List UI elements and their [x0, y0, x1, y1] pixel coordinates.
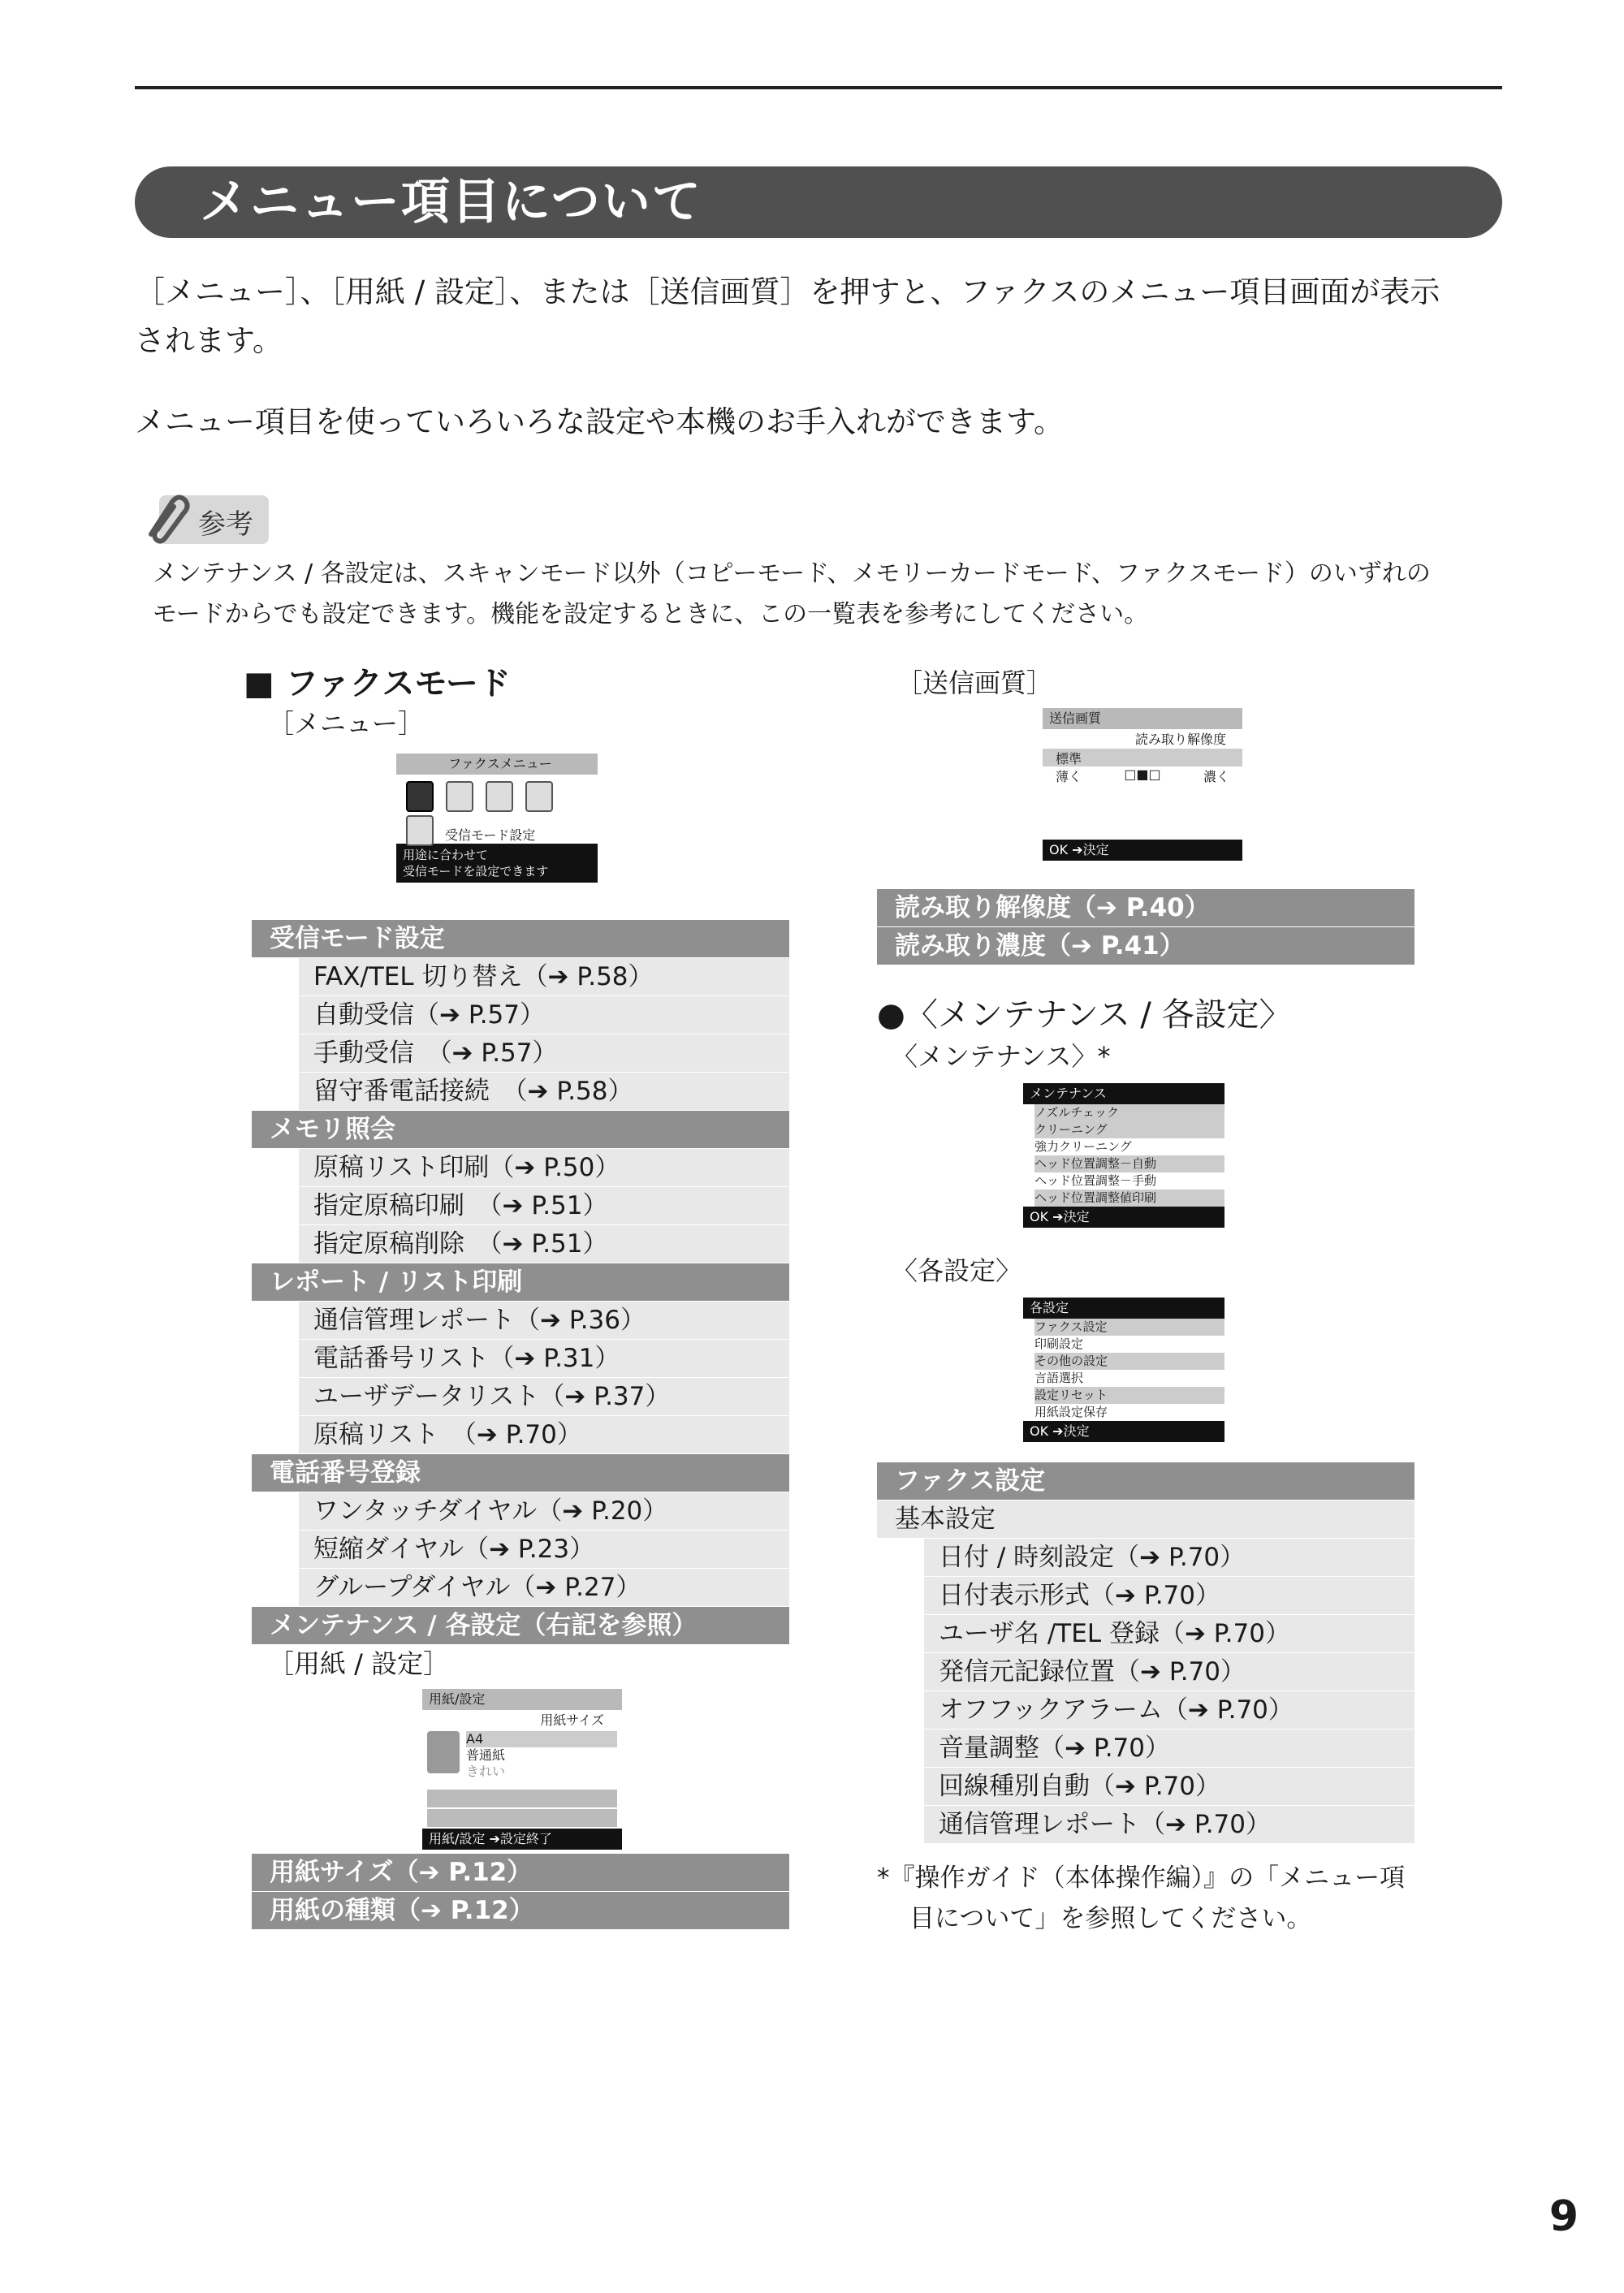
density-row-item: 読み取り濃度（➔ P.41） [877, 927, 1415, 965]
fax-menu-table [252, 920, 789, 1645]
printer-icon [427, 1731, 460, 1773]
quality-screen-value: 標準 [1043, 749, 1242, 766]
quality-screen-footer: OK ➔決定 [1043, 840, 1242, 861]
settings-label: 〈各設定〉 [892, 1255, 1022, 1286]
menu-item: 原稿リスト （➔ P.70） [299, 1416, 789, 1454]
group-header: 電話番号登録 [252, 1454, 789, 1492]
fax-menu-screen [396, 754, 598, 896]
menu-item: 発信元記録位置（➔ P.70） [924, 1653, 1415, 1691]
menu-item: 自動受信（➔ P.57） [299, 996, 789, 1034]
paper-quality-value: きれい [466, 1764, 506, 1779]
page-number: 9 [1548, 2192, 1579, 2241]
paper-screen-body [422, 1728, 622, 1788]
quality-screen-title: 送信画質 [1043, 708, 1242, 729]
tools-icon [406, 815, 434, 846]
menu-item: FAX/TEL 切り替え（➔ P.58） [299, 958, 789, 996]
maintenance-screen [1023, 1083, 1224, 1233]
menu-item: 通信管理レポート（➔ P.36） [299, 1302, 789, 1340]
footnote [877, 1858, 1405, 1939]
menu-item: ユーザデータリスト（➔ P.37） [299, 1378, 789, 1416]
fax-menu-desc-1: 用途に合わせて [403, 848, 489, 862]
maintenance-screen-footer: OK ➔決定 [1023, 1207, 1224, 1228]
resolution-row: 読み取り解像度（➔ P.40） [877, 889, 1415, 927]
menu-item: 指定原稿削除 （➔ P.51） [299, 1225, 789, 1263]
screen-list-item: ノズルチェック [1034, 1104, 1224, 1121]
screen-list-item: 用紙設定保存 [1034, 1405, 1108, 1419]
menu-item: 指定原稿印刷 （➔ P.51） [299, 1187, 789, 1225]
intro-line-3: メニュー項目を使っていろいろな設定や本機のお手入れができます。 [135, 404, 1065, 439]
note-badge [135, 487, 273, 551]
density-marks: □■□ [1124, 766, 1161, 782]
settings-screen [1023, 1298, 1224, 1447]
screen-list-item: 印刷設定 [1034, 1337, 1084, 1351]
paper-screen-title: 用紙/設定 [422, 1689, 622, 1710]
fax-settings-header: ファクス設定 [877, 1462, 1415, 1501]
maintenance-screen-list [1023, 1104, 1224, 1207]
paper-table [252, 1854, 789, 1930]
density-row [1043, 766, 1242, 786]
screen-list-item: 強力クリーニング [1034, 1139, 1132, 1154]
group-header: メンテナンス / 各設定（右記を参照） [252, 1607, 789, 1645]
fax-menu-caption: 受信モード設定 [445, 827, 536, 843]
screen-list-item: 言語選択 [1034, 1371, 1084, 1385]
receive-mode-icon [406, 781, 434, 812]
paper-screen-blank-row [427, 1790, 617, 1807]
menu-item: 原稿リスト印刷（➔ P.50） [299, 1149, 789, 1187]
paper-screen-footer: 用紙/設定 ➔設定終了 [422, 1829, 622, 1850]
fax-menu-screen-title: ファクスメニュー [396, 754, 598, 775]
footnote-line-1: *『操作ガイド（本体操作編）』の「メニュー項 [877, 1863, 1406, 1893]
top-rule [135, 86, 1502, 89]
paper-screen-values [466, 1731, 617, 1785]
paper-screen-sub: 用紙サイズ [540, 1712, 604, 1728]
fax-settings-table [877, 1462, 1415, 1844]
section-title-bar [135, 166, 1502, 238]
menu-item: 通信管理レポート（➔ P.70） [924, 1806, 1415, 1844]
quality-table [877, 889, 1415, 965]
fax-menu-desc [396, 844, 598, 883]
send-quality-screen [1043, 708, 1242, 862]
maintenance-heading: ●〈メンテナンス / 各設定〉 [877, 996, 1292, 1034]
settings-screen-footer: OK ➔決定 [1023, 1421, 1224, 1442]
intro-line-1: ［メニュー］、［用紙 / 設定］、または［送信画質］を押すと、ファクスのメニュー項目画面が表示 [135, 274, 1440, 309]
screen-list-item: ヘッド位置調整－手動 [1034, 1173, 1157, 1188]
settings-screen-title: 各設定 [1023, 1298, 1224, 1319]
quality-screen-blank [1043, 786, 1242, 840]
note-line-2: モードからでも設定できます。機能を設定するときに、この一覧表を参考にしてください。 [153, 600, 1149, 628]
fax-mode-heading: ■ ファクスモード [244, 665, 511, 702]
screen-list-item: ファクス設定 [1034, 1319, 1224, 1336]
screen-list-item: 設定リセット [1034, 1387, 1224, 1404]
memory-icon [446, 781, 473, 812]
menu-item: オフフックアラーム（➔ P.70） [924, 1691, 1415, 1729]
note-text [153, 554, 1501, 635]
quality-screen-sub: 読み取り解像度 [1134, 732, 1226, 747]
menu-label: ［メニュー］ [268, 708, 425, 739]
paper-settings-screen [422, 1689, 622, 1846]
group-header: レポート / リスト印刷 [252, 1263, 789, 1302]
settings-screen-list [1023, 1319, 1224, 1421]
screen-list-item: ヘッド位置調整－自動 [1034, 1155, 1224, 1172]
fax-menu-desc-2: 受信モードを設定できます [403, 864, 549, 879]
fax-menu-icons [396, 775, 598, 825]
paper-size-row: 用紙サイズ（➔ P.12） [252, 1854, 789, 1892]
paper-label: ［用紙 / 設定］ [268, 1648, 450, 1679]
screen-list-item: クリーニング [1034, 1121, 1224, 1138]
menu-item: 短縮ダイヤル（➔ P.23） [299, 1531, 789, 1569]
maintenance-label: 〈メンテナンス〉* [892, 1041, 1111, 1072]
note-label: 参考 [198, 508, 253, 541]
group-header: 受信モード設定 [252, 920, 789, 958]
menu-item: ユーザ名 /TEL 登録（➔ P.70） [924, 1615, 1415, 1653]
intro-line-2: されます。 [135, 323, 283, 358]
dark-label: 濃く [1203, 769, 1229, 784]
menu-item: 留守番電話接続 （➔ P.58） [299, 1073, 789, 1111]
note-line-1: メンテナンス / 各設定は、スキャンモード以外（コピーモード、メモリーカードモード、ファクスモード）のいずれの [153, 559, 1431, 588]
screen-list-item: ヘッド位置調整値印刷 [1034, 1190, 1224, 1207]
quality-label: ［送信画質］ [896, 667, 1053, 698]
maintenance-screen-title: メンテナンス [1023, 1083, 1224, 1104]
paper-type-row: 用紙の種類（➔ P.12） [252, 1892, 789, 1930]
basic-settings-row: 基本設定 [877, 1501, 1415, 1539]
paper-size-value: A4 [466, 1731, 617, 1747]
menu-item: 音量調整（➔ P.70） [924, 1729, 1415, 1768]
screen-list-item: その他の設定 [1034, 1353, 1224, 1370]
group-header: メモリ照会 [252, 1111, 789, 1149]
menu-item: グループダイヤル（➔ P.27） [299, 1569, 789, 1607]
footnote-line-2: 目について」を参照してください。 [909, 1904, 1312, 1933]
menu-item: 日付 / 時刻設定（➔ P.70） [924, 1539, 1415, 1577]
page-title: メニュー項目について [200, 174, 702, 231]
light-label: 薄く [1056, 769, 1082, 784]
menu-item: 回線種別自動（➔ P.70） [924, 1768, 1415, 1806]
phonebook-icon [525, 781, 553, 812]
menu-item: ワンタッチダイヤル（➔ P.20） [299, 1492, 789, 1531]
paper-type-value: 普通紙 [466, 1747, 506, 1763]
menu-item: 日付表示形式（➔ P.70） [924, 1577, 1415, 1615]
menu-item: 電話番号リスト（➔ P.31） [299, 1340, 789, 1378]
menu-item: 手動受信 （➔ P.57） [299, 1034, 789, 1073]
paper-screen-blank-row [427, 1809, 617, 1827]
report-icon [486, 781, 513, 812]
